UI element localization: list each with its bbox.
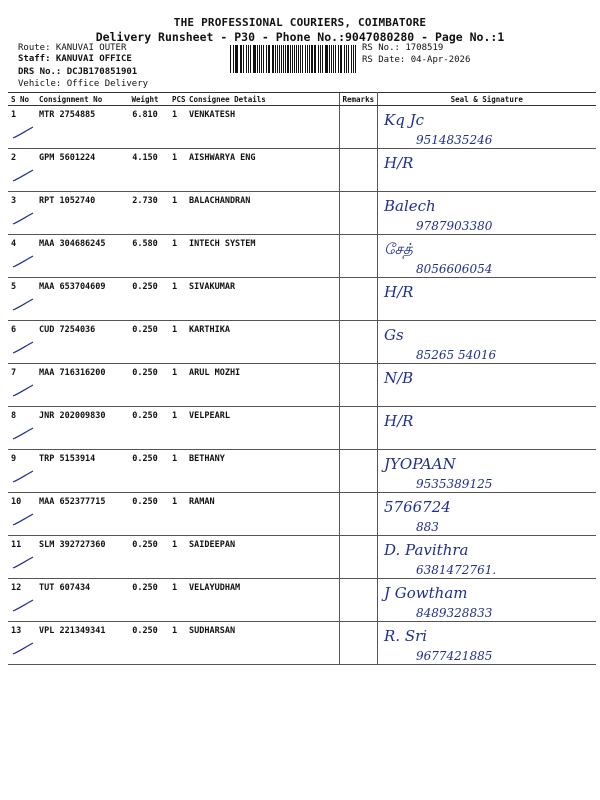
signature-text: Kq Jc [384, 110, 424, 129]
seal-cell [377, 493, 596, 536]
consignee-name [186, 192, 339, 235]
tick-mark-icon [12, 212, 34, 226]
row-sno [8, 493, 36, 536]
consignee-name [186, 106, 339, 149]
barcode-bar [279, 45, 280, 73]
consignee-name [186, 235, 339, 278]
pcs-value-text: 1 [172, 626, 178, 636]
signature-text: H/R [384, 411, 414, 430]
barcode-bar [320, 45, 321, 73]
barcode-bar [325, 45, 326, 73]
consignee-name [186, 493, 339, 536]
pcs-value-text: 1 [172, 282, 178, 292]
weight-value [121, 235, 169, 278]
barcode-bar [241, 45, 242, 73]
weight-value-text: 0.250 [132, 497, 158, 507]
consignee-name-text: KARTHIKA [189, 325, 230, 335]
pcs-value [169, 407, 186, 450]
barcode-bar [287, 45, 289, 73]
pcs-value-text: 1 [172, 411, 178, 421]
barcode-bar [311, 45, 313, 73]
barcode-bar [259, 45, 260, 73]
row-sno-text: 7 [11, 368, 17, 378]
seal-cell [377, 321, 596, 364]
barcode-bar [272, 45, 274, 73]
barcode-bar [340, 45, 341, 73]
weight-value [121, 493, 169, 536]
pcs-value-text: 1 [172, 497, 178, 507]
weight-value-text: 4.150 [132, 153, 158, 163]
row-sno-text: 6 [11, 325, 17, 335]
weight-value-text: 0.250 [132, 583, 158, 593]
row-sno [8, 536, 36, 579]
barcode [230, 45, 357, 73]
consignment-number [36, 493, 121, 536]
pcs-value [169, 106, 186, 149]
consignee-name-text: SIVAKUMAR [189, 282, 236, 292]
col-seal: Seal & Signature [377, 93, 596, 106]
barcode-bar [333, 45, 334, 73]
pcs-value-text: 1 [172, 454, 178, 464]
rs-number: RS No.: 1708519 [362, 43, 444, 53]
consignment-number-text: TUT 607434 [39, 583, 91, 593]
consignee-name-text: VELAYUDHAM [189, 583, 241, 593]
weight-value [121, 536, 169, 579]
barcode-bar [233, 45, 234, 73]
signature-text: Balech [384, 196, 436, 215]
consignment-number-text: TRP 5153914 [39, 454, 96, 464]
row-sno [8, 149, 36, 192]
barcode-bar [266, 45, 267, 73]
barcode-bar [318, 45, 319, 73]
weight-value [121, 450, 169, 493]
barcode-bar [353, 45, 354, 73]
staff-text: Staff: KANUVAI OFFICE [18, 54, 132, 64]
barcode-bar [240, 45, 241, 73]
row-sno [8, 192, 36, 235]
consignment-number [36, 321, 121, 364]
row-sno-text: 10 [11, 497, 22, 507]
consignee-name [186, 622, 339, 665]
remarks-cell [339, 149, 377, 192]
consignee-name-text: BETHANY [189, 454, 225, 464]
barcode-bar [309, 45, 310, 73]
col-weight: Weight [121, 93, 169, 106]
remarks-cell [339, 450, 377, 493]
pcs-value-text: 1 [172, 153, 178, 163]
row-sno [8, 622, 36, 665]
barcode-bar [329, 45, 330, 73]
consignment-number [36, 278, 121, 321]
runsheet-table [8, 92, 596, 665]
consignment-number [36, 364, 121, 407]
col-sno: S No [8, 93, 36, 106]
tick-mark-icon [12, 126, 34, 140]
signature-note: 8489328833 [416, 605, 493, 620]
pcs-value [169, 321, 186, 364]
tick-mark-icon [12, 642, 34, 656]
signature-text: H/R [384, 153, 414, 172]
signature-text: 5766724 [384, 497, 451, 516]
barcode-bar [263, 45, 264, 73]
barcode-bar [261, 45, 262, 73]
consignment-number-text: MAA 304686245 [39, 239, 106, 249]
consignment-number [36, 536, 121, 579]
signature-text: J Gowtham [384, 583, 468, 602]
table-row [8, 536, 596, 579]
signature-note: 6381472761. [416, 562, 497, 577]
row-sno-text: 5 [11, 282, 17, 292]
weight-value-text: 6.810 [132, 110, 158, 120]
consignment-number-text: MTR 2754885 [39, 110, 96, 120]
barcode-bar [322, 45, 323, 73]
pcs-value [169, 536, 186, 579]
tick-mark-icon [12, 255, 34, 269]
pcs-value-text: 1 [172, 583, 178, 593]
barcode-bar [281, 45, 282, 73]
col-pcs: PCS [169, 93, 186, 106]
table-row [8, 192, 596, 235]
company-title: THE PROFESSIONAL COURIERS, COIMBATORE [173, 16, 427, 29]
weight-value-text: 2.730 [132, 196, 158, 206]
remarks-cell [339, 536, 377, 579]
barcode-bar [230, 45, 231, 73]
seal-cell [377, 579, 596, 622]
barcode-bar [253, 45, 254, 73]
barcode-bar [243, 45, 244, 73]
remarks-cell [339, 192, 377, 235]
tick-mark-icon [12, 556, 34, 570]
pcs-value-text: 1 [172, 110, 178, 120]
seal-cell [377, 536, 596, 579]
row-sno [8, 106, 36, 149]
weight-value-text: 0.250 [132, 626, 158, 636]
weight-value [121, 192, 169, 235]
barcode-bar [294, 45, 295, 73]
consignment-number-text: VPL 221349341 [39, 626, 106, 636]
seal-cell [377, 278, 596, 321]
row-sno-text: 13 [11, 626, 22, 636]
tick-mark-icon [12, 298, 34, 312]
row-sno-text: 12 [11, 583, 22, 593]
barcode-bar [338, 45, 339, 73]
pcs-value-text: 1 [172, 325, 178, 335]
table-row [8, 407, 596, 450]
row-sno [8, 321, 36, 364]
remarks-cell [339, 106, 377, 149]
weight-value [121, 149, 169, 192]
pcs-value [169, 622, 186, 665]
consignee-name-text: SUDHARSAN [189, 626, 236, 636]
weight-value [121, 321, 169, 364]
weight-value [121, 622, 169, 665]
row-sno-text: 1 [11, 110, 17, 120]
seal-cell [377, 364, 596, 407]
tick-mark-icon [12, 341, 34, 355]
consignee-name [186, 450, 339, 493]
table-row [8, 149, 596, 192]
weight-value-text: 0.250 [132, 540, 158, 550]
runsheet-subtitle: Delivery Runsheet - P30 - Phone No.:9047080280 - Page No.:1 [95, 30, 505, 44]
consignment-number-text: MAA 652377715 [39, 497, 106, 507]
barcode-bar [331, 45, 332, 73]
seal-cell [377, 149, 596, 192]
consignee-name [186, 321, 339, 364]
barcode-bar [298, 45, 299, 73]
route-text: Route: KANUVAI OUTER [18, 43, 127, 53]
table-row [8, 278, 596, 321]
col-consignee: Consignee Details [186, 93, 339, 106]
weight-value [121, 278, 169, 321]
tick-mark-icon [12, 169, 34, 183]
consignment-number [36, 407, 121, 450]
signature-note: 883 [416, 519, 439, 534]
pcs-value-text: 1 [172, 540, 178, 550]
table-row [8, 106, 596, 149]
consignee-name [186, 579, 339, 622]
row-sno-text: 2 [11, 153, 17, 163]
table-row [8, 364, 596, 407]
barcode-bar [346, 45, 348, 73]
remarks-cell [339, 364, 377, 407]
barcode-bar [326, 45, 328, 73]
row-sno [8, 278, 36, 321]
consignment-number [36, 192, 121, 235]
consignment-number-text: JNR 202009830 [39, 411, 106, 421]
consignee-name [186, 149, 339, 192]
tick-mark-icon [12, 513, 34, 527]
pcs-value [169, 235, 186, 278]
consignment-number-text: SLM 392727360 [39, 540, 106, 550]
consignment-number [36, 579, 121, 622]
consignment-number [36, 622, 121, 665]
barcode-bar [335, 45, 336, 73]
seal-cell [377, 235, 596, 278]
barcode-bar [307, 45, 308, 73]
consignment-number-text: MAA 653704609 [39, 282, 106, 292]
barcode-bar [344, 45, 345, 73]
drs-number: DRS No.: DCJB170851901 [18, 67, 138, 77]
barcode-bar [341, 45, 342, 73]
weight-value-text: 0.250 [132, 454, 158, 464]
remarks-cell [339, 407, 377, 450]
barcode-bar [254, 45, 256, 73]
signature-note: 8056606054 [416, 261, 493, 276]
weight-value-text: 6.580 [132, 239, 158, 249]
weight-value-text: 0.250 [132, 368, 158, 378]
col-consignment: Consignment No [36, 93, 121, 106]
remarks-cell [339, 235, 377, 278]
pcs-value [169, 278, 186, 321]
barcode-bar [305, 45, 306, 73]
signature-text: R. Sri [384, 626, 428, 645]
pcs-value-text: 1 [172, 368, 178, 378]
seal-cell [377, 192, 596, 235]
consignee-name-text: VENKATESH [189, 110, 236, 120]
barcode-bar [275, 45, 276, 73]
signature-note: 85265 54016 [416, 347, 497, 362]
tick-mark-icon [12, 599, 34, 613]
pcs-value-text: 1 [172, 196, 178, 206]
consignment-number-text: MAA 716316200 [39, 368, 106, 378]
remarks-cell [339, 278, 377, 321]
pcs-value [169, 579, 186, 622]
signature-text: JYOPAAN [384, 454, 456, 473]
barcode-bar [283, 45, 284, 73]
weight-value-text: 0.250 [132, 282, 158, 292]
remarks-cell [339, 321, 377, 364]
signature-note: 9677421885 [416, 648, 493, 663]
col-remarks: Remarks [339, 93, 377, 106]
consignee-name-text: ARUL MOZHI [189, 368, 241, 378]
consignment-number-text: RPT 1052740 [39, 196, 96, 206]
weight-value [121, 407, 169, 450]
seal-cell [377, 622, 596, 665]
table-row [8, 235, 596, 278]
pcs-value [169, 364, 186, 407]
consignee-name-text: INTECH SYSTEM [189, 239, 256, 249]
seal-cell [377, 407, 596, 450]
signature-note: 9514835246 [416, 132, 493, 147]
table-header [8, 93, 596, 106]
consignment-number [36, 149, 121, 192]
signature-text: Gs [384, 325, 404, 344]
pcs-value [169, 450, 186, 493]
remarks-cell [339, 622, 377, 665]
consignment-number [36, 235, 121, 278]
signature-text: H/R [384, 282, 414, 301]
barcode-bar [285, 45, 286, 73]
weight-value-text: 0.250 [132, 411, 158, 421]
table-row [8, 493, 596, 536]
weight-value-text: 0.250 [132, 325, 158, 335]
barcode-bar [290, 45, 291, 73]
row-sno-text: 9 [11, 454, 17, 464]
seal-cell [377, 450, 596, 493]
barcode-bar [300, 45, 301, 73]
consignment-number [36, 450, 121, 493]
remarks-cell [339, 493, 377, 536]
consignment-number-text: GPM 5601224 [39, 153, 96, 163]
rs-date: RS Date: 04-Apr-2026 [362, 55, 471, 65]
table-row [8, 321, 596, 364]
vehicle-text: Vehicle: Office Delivery [18, 79, 149, 89]
weight-value [121, 106, 169, 149]
signature-text: N/B [384, 368, 414, 387]
barcode-bar [351, 45, 352, 73]
barcode-bar [315, 45, 316, 73]
consignee-name [186, 278, 339, 321]
pcs-value [169, 192, 186, 235]
barcode-bar [236, 45, 238, 73]
table-row [8, 622, 596, 665]
consignee-name-text: BALACHANDRAN [189, 196, 251, 206]
signature-text: D. Pavithra [384, 540, 469, 559]
seal-cell [377, 106, 596, 149]
tick-mark-icon [12, 470, 34, 484]
barcode-bar [292, 45, 293, 73]
barcode-bar [250, 45, 251, 73]
barcode-bar [314, 45, 315, 73]
row-sno-text: 4 [11, 239, 17, 249]
signature-text: சேத் [384, 239, 413, 258]
consignment-number-text: CUD 7254036 [39, 325, 96, 335]
row-sno-text: 8 [11, 411, 17, 421]
signature-note: 9535389125 [416, 476, 493, 491]
consignee-name [186, 364, 339, 407]
barcode-bar [269, 45, 270, 73]
barcode-bar [277, 45, 278, 73]
consignee-name-text: VELPEARL [189, 411, 230, 421]
pcs-value [169, 493, 186, 536]
consignee-name-text: RAMAN [189, 497, 215, 507]
signature-note: 9787903380 [416, 218, 493, 233]
tick-mark-icon [12, 427, 34, 441]
row-sno [8, 579, 36, 622]
pcs-value-text: 1 [172, 239, 178, 249]
row-sno [8, 407, 36, 450]
table-row [8, 450, 596, 493]
consignee-name [186, 536, 339, 579]
row-sno-text: 11 [11, 540, 22, 550]
barcode-bar [348, 45, 349, 73]
barcode-bar [257, 45, 258, 73]
row-sno [8, 235, 36, 278]
weight-value [121, 364, 169, 407]
row-sno [8, 450, 36, 493]
pcs-value [169, 149, 186, 192]
barcode-bar [355, 45, 356, 73]
remarks-cell [339, 579, 377, 622]
barcode-bar [302, 45, 303, 73]
table-row [8, 579, 596, 622]
barcode-bar [235, 45, 236, 73]
barcode-bar [268, 45, 269, 73]
consignment-number [36, 106, 121, 149]
barcode-bar [248, 45, 249, 73]
consignee-name-text: SAIDEEPAN [189, 540, 236, 550]
tick-mark-icon [12, 384, 34, 398]
consignee-name [186, 407, 339, 450]
row-sno-text: 3 [11, 196, 17, 206]
barcode-bar [246, 45, 247, 73]
row-sno [8, 364, 36, 407]
barcode-bar [296, 45, 297, 73]
consignee-name-text: AISHWARYA ENG [189, 153, 256, 163]
weight-value [121, 579, 169, 622]
